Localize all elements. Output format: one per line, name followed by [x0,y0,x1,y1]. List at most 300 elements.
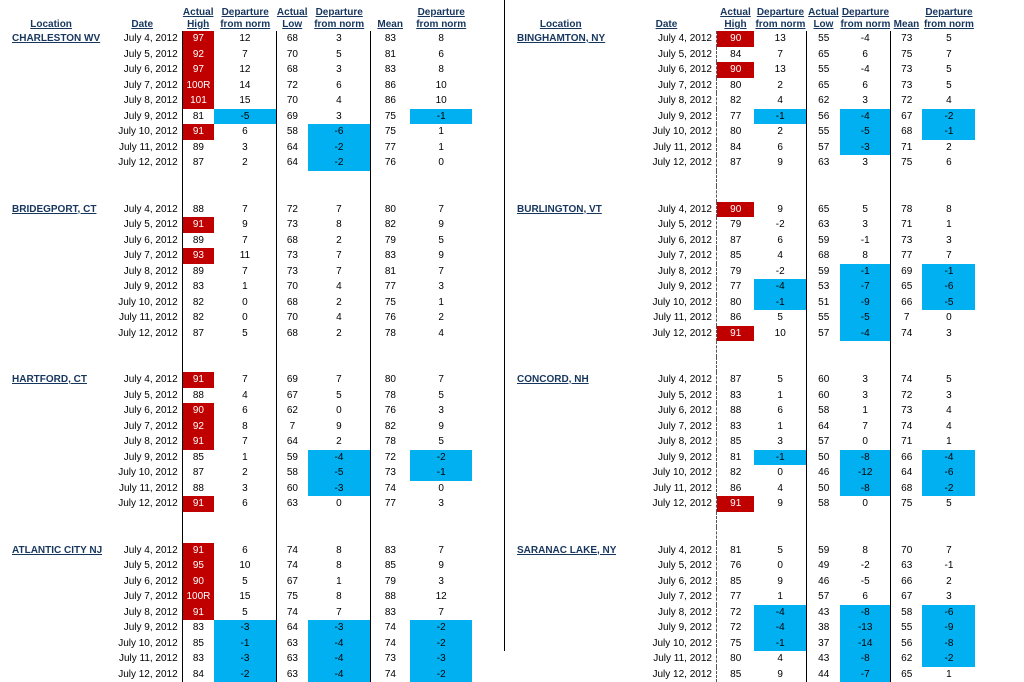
header-actual-high-line: Actual [716,7,754,19]
empty-cell [0,233,102,249]
actual-high-cell: 100R [182,589,214,605]
actual-high-cell: 79 [716,264,754,280]
departure-mean-cell: -1 [922,124,975,140]
actual-low-cell: 57 [806,140,840,156]
actual-high-cell: 80 [716,124,754,140]
actual-low-cell: 63 [276,636,308,652]
departure-high-cell: 1 [754,388,806,404]
mean-cell: 77 [370,496,410,512]
mean-cell: 75 [890,155,922,171]
departure-low-cell: -8 [840,605,890,621]
empty-cell [182,186,214,202]
header-location [505,0,616,31]
mean-cell: 74 [370,636,410,652]
header-date [102,0,182,31]
empty-cell [922,357,975,373]
departure-high-cell: 5 [214,326,276,342]
empty-cell [616,171,716,187]
actual-high-cell: 82 [716,465,754,481]
actual-high-cell: 72 [716,620,754,636]
actual-low-cell: 75 [276,589,308,605]
actual-high-cell: 97 [182,31,214,47]
actual-high-cell: 87 [716,372,754,388]
departure-low-cell: 2 [308,434,370,450]
departure-high-cell: 2 [214,465,276,481]
date-cell: July 8, 2012 [102,264,182,280]
departure-mean-cell: 12 [410,589,472,605]
mean-cell: 74 [890,326,922,342]
actual-low-cell: 59 [806,233,840,249]
mean-cell: 68 [890,481,922,497]
empty-cell [505,512,616,528]
departure-low-cell: -4 [308,651,370,667]
empty-cell [716,186,754,202]
date-cell: July 9, 2012 [616,109,716,125]
date-cell: July 7, 2012 [102,589,182,605]
date-cell: July 12, 2012 [616,496,716,512]
empty-cell [505,620,616,636]
departure-low-cell: 3 [840,372,890,388]
departure-mean-cell: 0 [922,310,975,326]
departure-high-cell: 6 [214,496,276,512]
date-cell: July 8, 2012 [102,434,182,450]
actual-high-cell: 84 [716,140,754,156]
header-departure-low [840,0,890,31]
mean-cell: 76 [370,310,410,326]
table-row [0,202,472,218]
empty-cell [0,248,102,264]
actual-low-cell: 55 [806,310,840,326]
table-row [505,264,975,280]
empty-cell [505,341,616,357]
mean-cell: 74 [370,481,410,497]
header-departure-low-line: Departure [308,7,370,19]
departure-low-cell: 6 [308,78,370,94]
mean-cell: 73 [890,62,922,78]
actual-high-cell: 82 [182,310,214,326]
departure-mean-cell: 0 [410,155,472,171]
departure-high-cell: 4 [214,388,276,404]
departure-high-cell: 3 [754,434,806,450]
date-cell: July 12, 2012 [102,496,182,512]
actual-high-cell: 88 [182,481,214,497]
date-cell: July 12, 2012 [102,326,182,342]
departure-low-cell: 3 [308,62,370,78]
table-row [505,233,975,249]
departure-low-cell: 7 [308,202,370,218]
empty-cell [505,155,616,171]
date-cell: July 9, 2012 [102,620,182,636]
departure-high-cell: 4 [754,93,806,109]
departure-mean-cell: -2 [922,481,975,497]
actual-low-cell: 69 [276,109,308,125]
empty-cell [616,341,716,357]
mean-cell: 77 [890,248,922,264]
empty-cell [308,527,370,543]
spacer-row [505,186,975,202]
departure-mean-cell: 3 [922,233,975,249]
actual-high-cell: 79 [716,217,754,233]
departure-mean-cell: 3 [410,496,472,512]
table-row [0,217,472,233]
header-departure-low-line: from norm [308,19,370,31]
empty-cell [890,171,922,187]
empty-cell [716,357,754,373]
departure-mean-cell: 5 [922,78,975,94]
departure-mean-cell: 2 [922,140,975,156]
table-row [0,543,472,559]
departure-mean-cell: -2 [922,651,975,667]
date-cell: July 4, 2012 [616,372,716,388]
date-cell: July 10, 2012 [102,124,182,140]
actual-low-cell: 55 [806,124,840,140]
empty-cell [0,512,102,528]
actual-low-cell: 55 [806,31,840,47]
departure-high-cell: 7 [754,47,806,63]
empty-cell [0,186,102,202]
header-date-label: Date [102,19,182,31]
actual-low-cell: 64 [276,140,308,156]
date-cell: July 11, 2012 [616,481,716,497]
empty-cell [182,171,214,187]
departure-high-cell: 5 [214,574,276,590]
actual-high-cell: 91 [716,326,754,342]
empty-cell [505,403,616,419]
empty-cell [505,326,616,342]
departure-mean-cell: -2 [410,636,472,652]
empty-cell [0,589,102,605]
departure-mean-cell: -9 [922,620,975,636]
departure-low-cell: -2 [308,140,370,156]
actual-high-cell: 80 [716,295,754,311]
date-cell: July 11, 2012 [102,140,182,156]
date-cell: July 11, 2012 [102,310,182,326]
empty-cell [754,341,806,357]
empty-cell [0,527,102,543]
mean-cell: 70 [890,543,922,559]
empty-cell [840,512,890,528]
actual-low-cell: 50 [806,450,840,466]
mean-cell: 78 [370,388,410,404]
empty-cell [0,667,102,682]
date-cell: July 10, 2012 [616,295,716,311]
empty-cell [276,357,308,373]
actual-low-cell: 7 [276,419,308,435]
header-departure-high-line: from norm [214,19,276,31]
empty-cell [505,310,616,326]
actual-high-cell: 80 [716,651,754,667]
departure-high-cell: 1 [754,589,806,605]
mean-cell: 88 [370,589,410,605]
departure-low-cell: -4 [840,31,890,47]
actual-low-cell: 60 [276,481,308,497]
date-cell: July 9, 2012 [616,450,716,466]
date-cell: July 5, 2012 [616,47,716,63]
departure-high-cell: 15 [214,93,276,109]
actual-low-cell: 73 [276,217,308,233]
date-cell: July 6, 2012 [616,403,716,419]
actual-low-cell: 59 [806,543,840,559]
empty-cell [840,171,890,187]
actual-high-cell: 91 [182,496,214,512]
departure-high-cell: 12 [214,31,276,47]
departure-high-cell: -3 [214,651,276,667]
table-row [0,326,472,342]
spacer-row [0,512,472,528]
date-cell: July 11, 2012 [102,651,182,667]
mean-cell: 67 [890,109,922,125]
departure-low-cell: -8 [840,481,890,497]
actual-high-cell: 97 [182,62,214,78]
actual-high-cell: 85 [182,636,214,652]
empty-cell [182,357,214,373]
table-row [505,620,975,636]
header-actual-high [716,0,754,31]
actual-high-cell: 89 [182,140,214,156]
mean-cell: 78 [370,434,410,450]
departure-high-cell: 10 [214,558,276,574]
empty-cell [505,264,616,280]
date-cell: July 12, 2012 [102,155,182,171]
mean-cell: 73 [890,78,922,94]
empty-cell [0,93,102,109]
departure-mean-cell: 1 [410,295,472,311]
mean-cell: 75 [370,295,410,311]
departure-high-cell: 4 [754,651,806,667]
mean-cell: 71 [890,217,922,233]
header-date-label: Date [616,19,716,31]
actual-low-cell: 74 [276,558,308,574]
actual-low-cell: 74 [276,605,308,621]
departure-mean-cell: 3 [922,589,975,605]
station-name: CONCORD, NH [505,372,616,388]
departure-mean-cell: -8 [922,636,975,652]
table-row [505,31,975,47]
header-actual-low-line: Low [276,19,308,31]
header-actual-high-line: High [182,19,214,31]
mean-cell: 55 [890,620,922,636]
departure-mean-cell: 3 [922,326,975,342]
departure-mean-cell: -1 [922,264,975,280]
departure-mean-cell: 3 [410,279,472,295]
table-row [505,78,975,94]
empty-cell [370,357,410,373]
actual-high-cell: 83 [716,388,754,404]
mean-cell: 74 [370,620,410,636]
departure-low-cell: 3 [840,217,890,233]
departure-high-cell: 9 [754,202,806,218]
header-location [0,0,102,31]
actual-high-cell: 90 [716,202,754,218]
date-cell: July 4, 2012 [102,31,182,47]
departure-high-cell: 7 [214,47,276,63]
actual-low-cell: 65 [806,47,840,63]
station-name: BINGHAMTON, NY [505,31,616,47]
mean-cell: 81 [370,47,410,63]
header-departure-mean-line: Departure [410,7,472,19]
date-cell: July 12, 2012 [102,667,182,682]
date-cell: July 4, 2012 [102,372,182,388]
date-cell: July 6, 2012 [102,574,182,590]
mean-cell: 79 [370,574,410,590]
departure-mean-cell: 9 [410,419,472,435]
station-name: HARTFORD, CT [0,372,102,388]
departure-mean-cell: -4 [922,450,975,466]
actual-high-cell: 90 [182,403,214,419]
table-row [0,481,472,497]
date-cell: July 12, 2012 [616,326,716,342]
actual-high-cell: 90 [182,574,214,590]
header-actual-low [276,0,308,31]
departure-mean-cell: 1 [922,217,975,233]
actual-high-cell: 87 [182,465,214,481]
table-row [0,620,472,636]
mean-cell: 62 [890,651,922,667]
mean-cell: 74 [890,419,922,435]
empty-cell [0,341,102,357]
table-row [505,605,975,621]
actual-high-cell: 87 [182,326,214,342]
header-actual-high-line: Actual [182,7,214,19]
table-row [505,651,975,667]
empty-cell [716,341,754,357]
departure-low-cell: 7 [308,372,370,388]
empty-cell [890,186,922,202]
departure-mean-cell: 8 [922,202,975,218]
empty-cell [370,186,410,202]
actual-low-cell: 62 [276,403,308,419]
departure-mean-cell: 10 [410,93,472,109]
empty-cell [616,186,716,202]
actual-high-cell: 92 [182,47,214,63]
table-row [0,248,472,264]
empty-cell [922,186,975,202]
actual-low-cell: 73 [276,248,308,264]
weather-table [0,0,472,682]
actual-low-cell: 70 [276,279,308,295]
actual-high-cell: 87 [716,155,754,171]
actual-high-cell: 77 [716,589,754,605]
departure-mean-cell: 5 [410,233,472,249]
departure-mean-cell: 1 [922,434,975,450]
empty-cell [716,527,754,543]
departure-mean-cell: 7 [410,202,472,218]
header-actual-low-line: Low [806,19,840,31]
departure-low-cell: 4 [308,279,370,295]
departure-mean-cell: -6 [922,279,975,295]
actual-low-cell: 70 [276,93,308,109]
mean-cell: 72 [890,93,922,109]
departure-low-cell: -3 [308,620,370,636]
actual-high-cell: 80 [716,78,754,94]
empty-cell [754,186,806,202]
mean-cell: 82 [370,419,410,435]
departure-high-cell: 6 [214,124,276,140]
actual-low-cell: 63 [806,155,840,171]
empty-cell [840,341,890,357]
empty-cell [214,527,276,543]
empty-cell [370,527,410,543]
actual-high-cell: 93 [182,248,214,264]
departure-high-cell: -4 [754,605,806,621]
mean-cell: 66 [890,450,922,466]
actual-low-cell: 72 [276,202,308,218]
header-departure-high [754,0,806,31]
mean-cell: 78 [890,202,922,218]
mean-cell: 72 [370,450,410,466]
empty-cell [505,233,616,249]
actual-high-cell: 85 [716,248,754,264]
departure-low-cell: 5 [308,47,370,63]
mean-cell: 64 [890,465,922,481]
departure-high-cell: -2 [754,264,806,280]
departure-mean-cell: 5 [922,31,975,47]
spacer-row [505,341,975,357]
mean-cell: 77 [370,279,410,295]
departure-low-cell: -4 [308,667,370,682]
empty-cell [890,357,922,373]
date-cell: July 8, 2012 [616,434,716,450]
empty-cell [0,636,102,652]
empty-cell [616,357,716,373]
mean-cell: 74 [890,372,922,388]
date-cell: July 10, 2012 [616,465,716,481]
departure-low-cell: 6 [840,78,890,94]
actual-high-cell: 90 [716,31,754,47]
actual-low-cell: 62 [806,93,840,109]
mean-cell: 73 [890,31,922,47]
actual-low-cell: 43 [806,605,840,621]
table-row [505,496,975,512]
date-cell: July 4, 2012 [616,202,716,218]
actual-high-cell: 88 [716,403,754,419]
empty-cell [276,341,308,357]
empty-cell [308,512,370,528]
table-row [0,124,472,140]
departure-mean-cell: -1 [410,465,472,481]
date-cell: July 11, 2012 [102,481,182,497]
actual-high-cell: 77 [716,109,754,125]
departure-low-cell: 8 [840,543,890,559]
empty-cell [505,217,616,233]
weather-table [505,0,975,682]
empty-cell [410,512,472,528]
empty-cell [308,341,370,357]
actual-low-cell: 64 [276,620,308,636]
empty-cell [505,62,616,78]
departure-mean-cell: -2 [410,667,472,682]
departure-low-cell: 7 [308,264,370,280]
spacer-row [0,357,472,373]
departure-high-cell: -2 [754,217,806,233]
departure-high-cell: 7 [214,264,276,280]
departure-mean-cell: 3 [922,388,975,404]
departure-mean-cell: 5 [922,62,975,78]
departure-high-cell: 3 [214,481,276,497]
departure-low-cell: -4 [840,62,890,78]
empty-cell [922,171,975,187]
departure-low-cell: 7 [840,419,890,435]
empty-cell [182,527,214,543]
header-departure-mean [922,0,975,31]
empty-cell [505,496,616,512]
departure-low-cell: 3 [840,388,890,404]
departure-low-cell: 6 [840,47,890,63]
empty-cell [410,527,472,543]
spacer-row [505,512,975,528]
departure-mean-cell: 1 [922,667,975,682]
departure-mean-cell: 5 [410,434,472,450]
